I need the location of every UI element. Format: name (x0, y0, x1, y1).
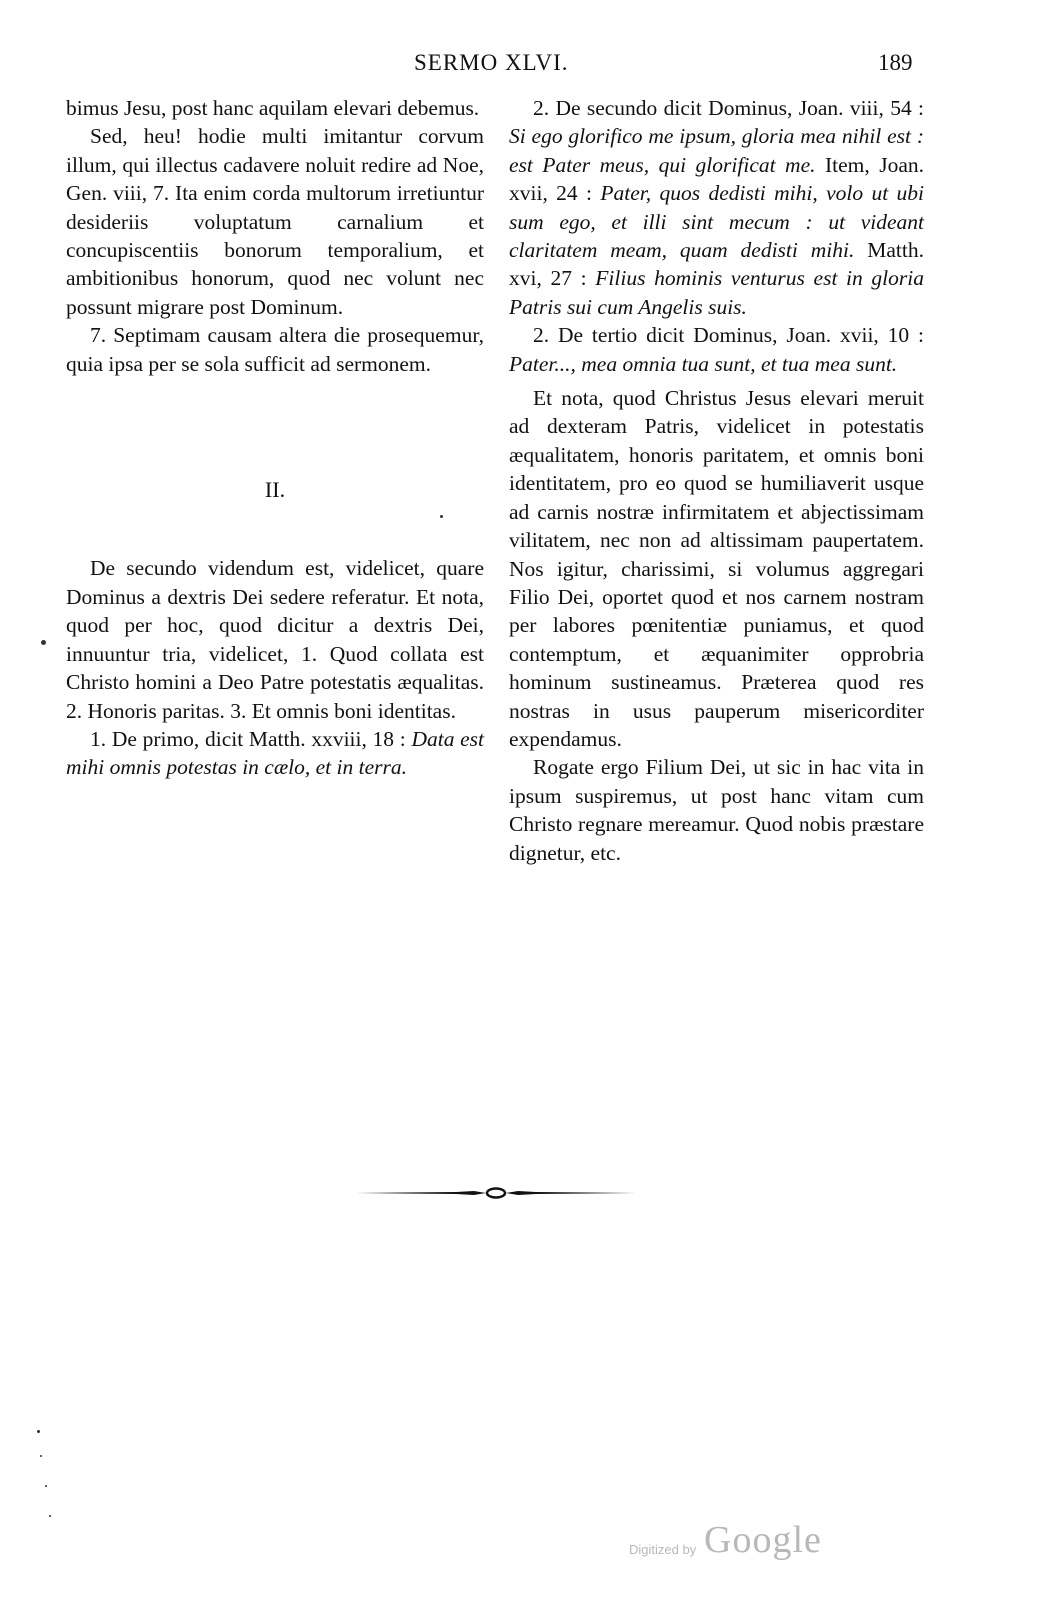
running-title: SERMO XLVI. (414, 50, 569, 75)
paragraph-corvum: Sed, heu! hodie multi imitantur corvum illum, qui illectus cadavere noluit redire ad Noe, Gen. viii, 7. Ita enim corda multorum irretiuntur desideriis voluptatum carnalium et concupiscentiis bonorum temporalium, et ambitionibus honorum, quod nec volunt nec possunt migrare post Dominum. (66, 124, 484, 319)
left-column (66, 94, 484, 782)
speck (37, 1430, 40, 1433)
speck (440, 515, 443, 518)
scripture-reference: 2. De secundo dicit Dominus, Joan. viii, 54 : (533, 96, 924, 120)
scripture-reference: 2. De tertio dicit Dominus, Joan. xvii, 10 : (533, 323, 924, 348)
paragraph-rogate: Rogate ergo Filium Dei, ut sic in hac vita in ipsum suspiremus, ut post hanc vitam cum Christo regnare mereamur. Quod nobis præstare dignetur, etc. (509, 755, 924, 865)
watermark-brand: Google (704, 1519, 822, 1561)
scripture-quote: Data est mihi omnis potestas in cælo, et in terra. (66, 726, 485, 780)
paragraph-septimam: 7. Septimam causam altera die prosequemur, quia ipsa per se sola sufficit ad sermonem. (66, 323, 484, 376)
scripture-quote: Pater..., mea omnia tua sunt, et tua mea sunt. (509, 351, 898, 376)
speck (40, 1455, 42, 1457)
digitized-watermark (629, 1518, 849, 1568)
speck (45, 1485, 47, 1487)
page-header (0, 50, 1048, 84)
speck (49, 1515, 51, 1517)
scripture-reference: Matth. xvi, 27 : (509, 238, 924, 291)
page-number: 189 (878, 50, 913, 75)
ornament-divider (356, 1186, 636, 1200)
section-heading: II. (264, 477, 286, 503)
watermark-prefix: Digitized by (629, 1542, 697, 1557)
right-column (509, 94, 924, 867)
speck (41, 640, 46, 645)
scripture-quote: Si ego glorifico me ipsum, gloria mea nihil est : est Pater meus, qui glorificat me. (509, 124, 924, 177)
scripture-quote: Filius hominis venturus est in gloria Patris sui cum Angelis suis. (509, 266, 924, 319)
paragraph-de-primo (66, 725, 484, 782)
scripture-quote: Pater, quos dedisti mihi, volo ut ubi sum ego, et illi sint mecum : ut videant claritatem meam, quam dedisti mihi. (509, 181, 924, 263)
paragraph-de-secundo-dominus (509, 94, 924, 321)
paragraph-continuation: bimus Jesu, post hanc aquilam elevari debemus. (66, 96, 480, 120)
scripture-reference: 1. De primo, dicit Matth. xxviii, 18 : (90, 726, 406, 751)
paragraph-de-tertio (509, 321, 924, 378)
paragraph-et-nota: Et nota, quod Christus Jesus elevari meruit ad dexteram Patris, videlicet in potestatis æqualitatem, honoris paritatem, et omnis boni identitatem, pro eo quod se humiliaverit usque ad carnis nostræ infirmitatem et abjectissimam vilitatem, nec non ad altissimam paupertatem. Nos igitur, charissimi, si volumus aggregari Filio Dei, oportet quod et nos carnem nostram per labores pœnitentiæ puniamus, et quod contemptum, et æquanimiter opprobria hominum sustineamus. Præterea quod res nostras in usus pauperum misericorditer expendamus. (509, 386, 924, 751)
paragraph-de-secundo: De secundo videndum est, videlicet, quare Dominus a dextris Dei sedere referatur. Et nota, quod per hoc, quod dicitur a dextris Dei, innuuntur tria, videlicet, 1. Quod collata est Christo homini a Deo Patre potestatis æqualitas. 2. Honoris paritas. 3. Et omnis boni identitas. (66, 556, 484, 723)
scripture-reference: Item, Joan. xvii, 24 : (509, 152, 924, 206)
